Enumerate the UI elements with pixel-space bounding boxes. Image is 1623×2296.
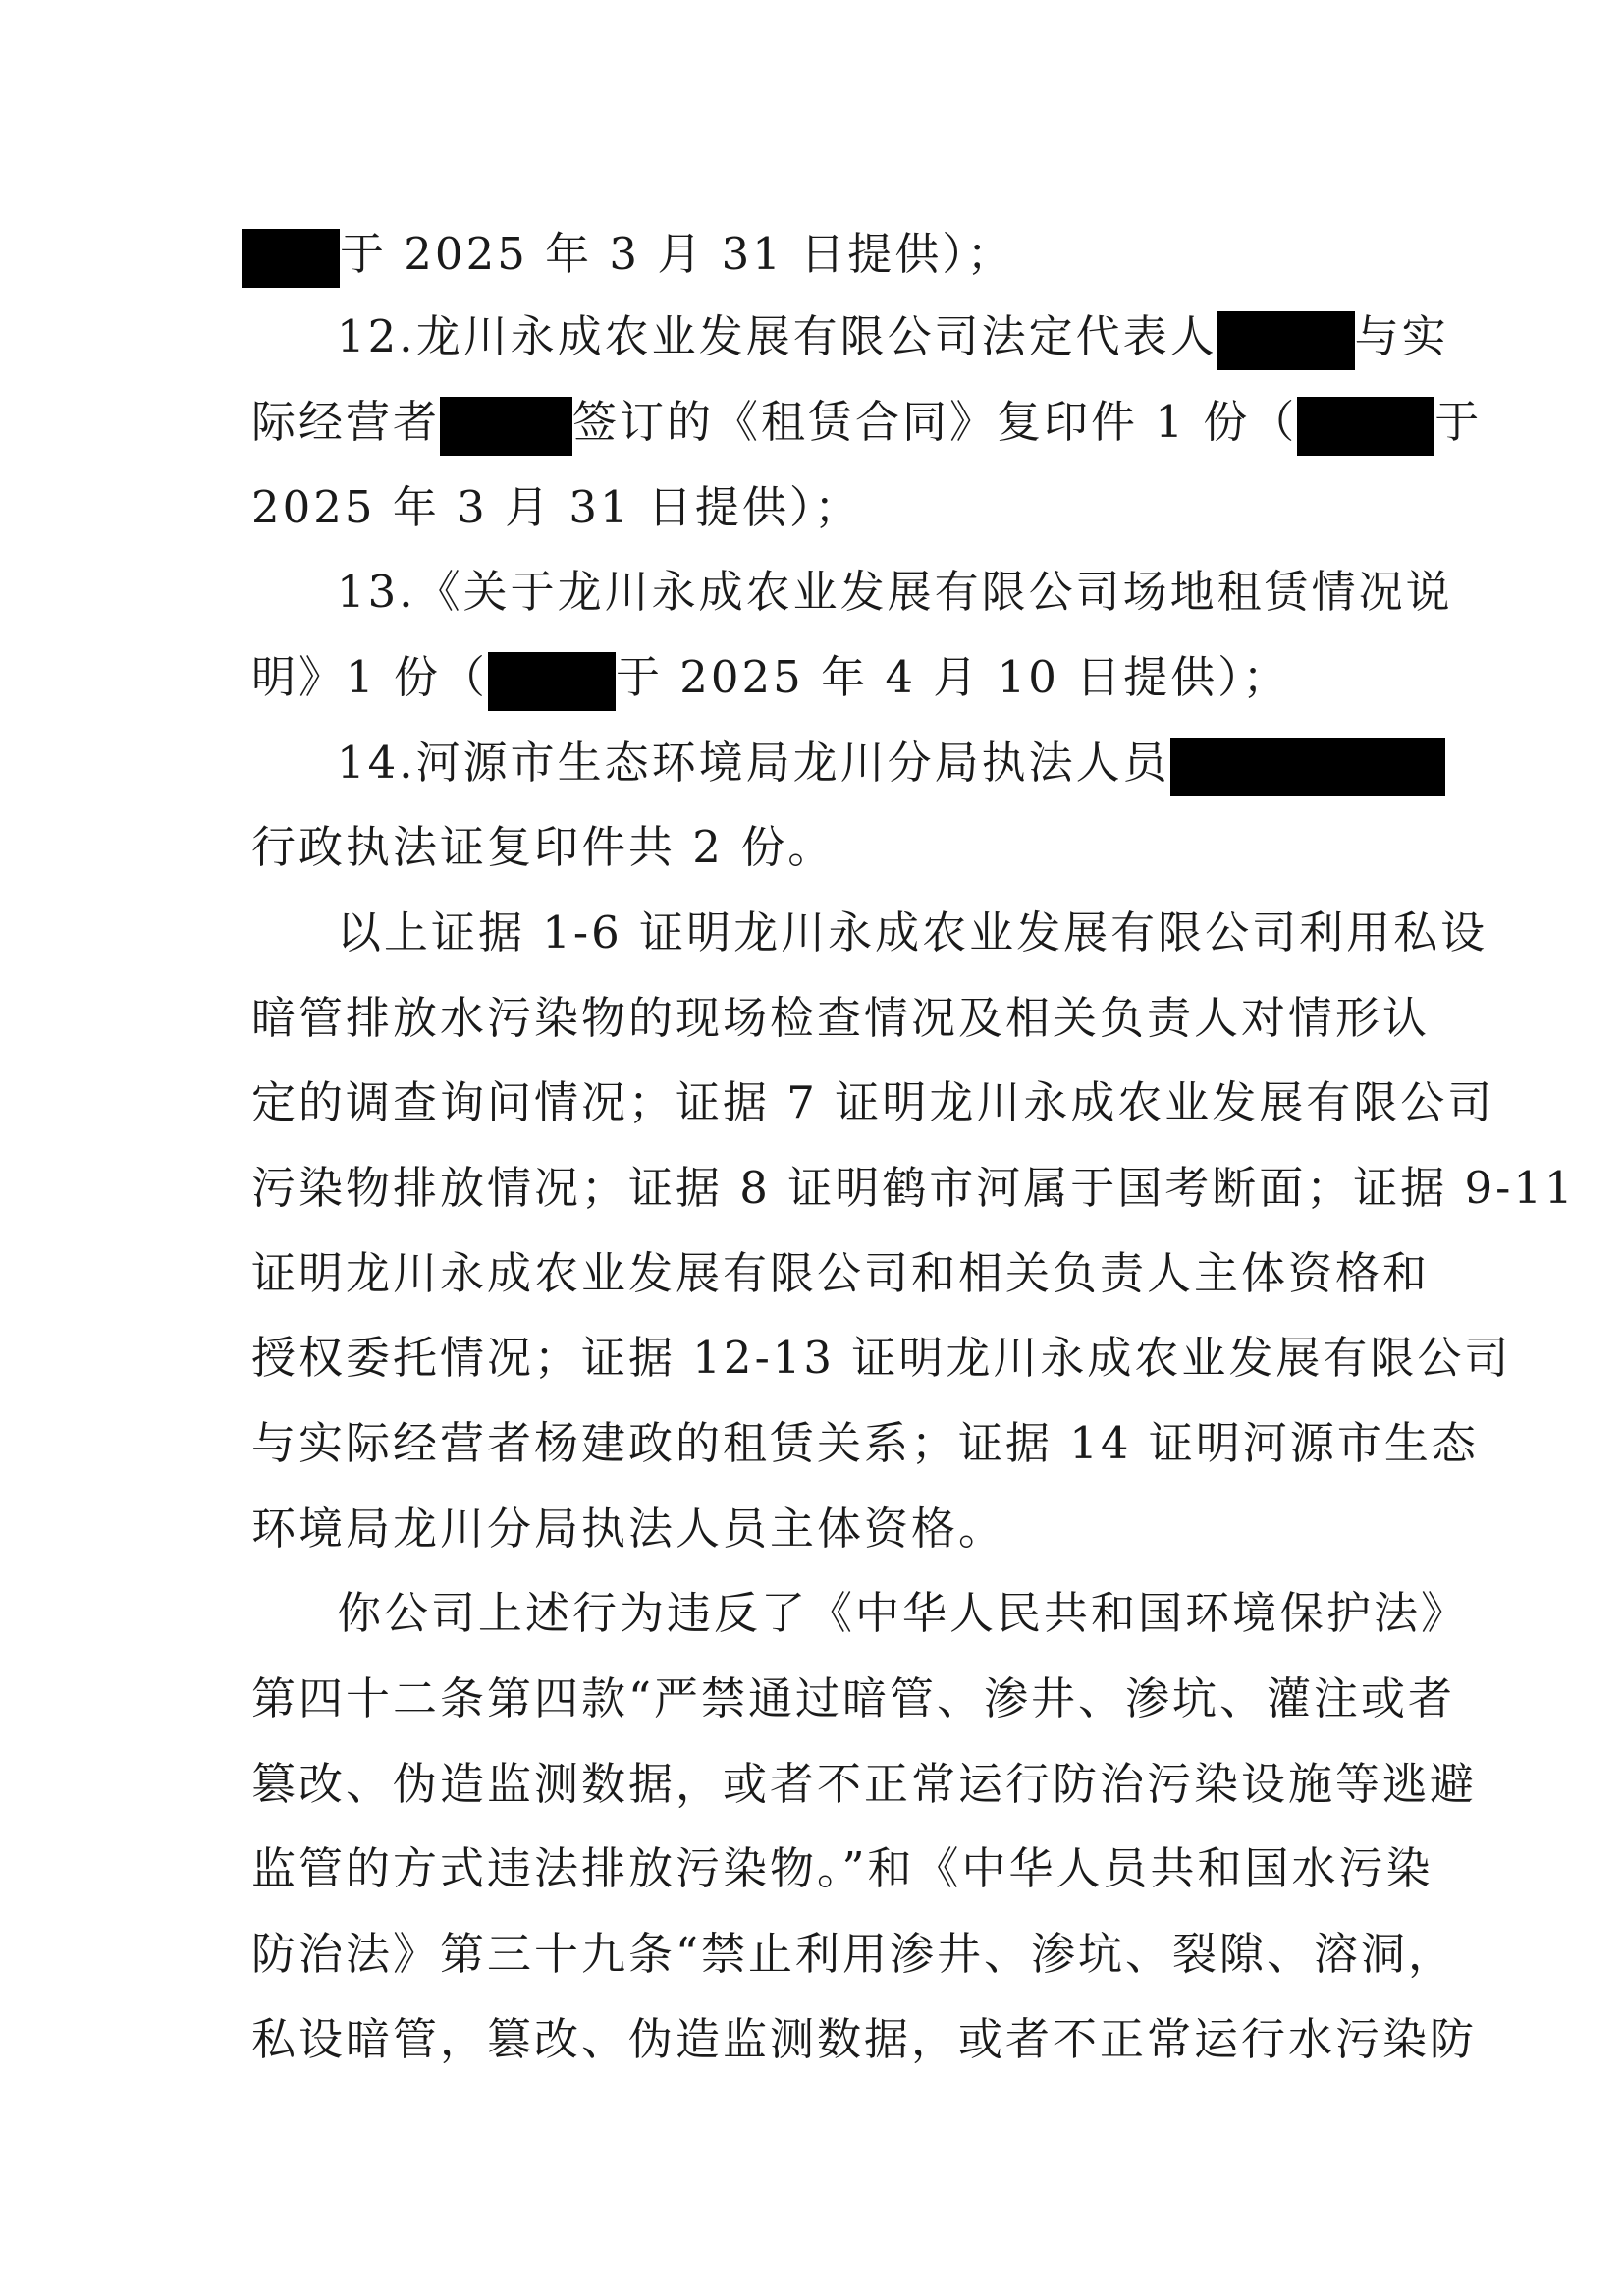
text-line — [337, 724, 1476, 802]
line-text: 污染物排放情况；证据 8 证明鹤市河属于国考断面；证据 9-11 — [251, 1162, 1576, 1214]
line-text: 与实 — [1354, 310, 1449, 362]
text-line — [337, 553, 1476, 631]
text-line — [251, 1830, 1434, 1908]
text-line — [251, 1660, 1456, 1738]
line-text: 授权委托情况；证据 12-13 证明龙川永成农业发展有限公司 — [251, 1332, 1512, 1384]
text-line — [251, 1234, 1431, 1313]
redaction-block — [1170, 738, 1445, 796]
line-text: 行政执法证复印件共 2 份。 — [251, 821, 836, 873]
text-line — [251, 808, 1390, 887]
line-text: 13.《关于龙川永成农业发展有限公司场地租赁情况说 — [337, 566, 1453, 618]
text-line — [242, 215, 1380, 294]
line-text: 以上证据 1-6 证明龙川永成农业发展有限公司利用私设 — [337, 906, 1488, 958]
text-line — [251, 1064, 1495, 1142]
redaction-block — [440, 397, 572, 456]
text-line — [251, 383, 1483, 462]
line-text: 签订的《租赁合同》复印件 1 份（ — [572, 396, 1298, 448]
line-text: 私设暗管，篡改、伪造监测数据，或者不正常运行水污染防 — [251, 2013, 1478, 2065]
text-line — [251, 1149, 1576, 1228]
line-text: 明》1 份（ — [251, 651, 488, 703]
text-line — [251, 1319, 1512, 1397]
text-line — [251, 1404, 1479, 1483]
line-text: 与实际经营者杨建政的租赁关系；证据 14 证明河源市生态 — [251, 1417, 1479, 1469]
line-text: 监管的方式违法排放污染物。”和《中华人员共和国水污染 — [251, 1842, 1434, 1894]
line-text: 际经营者 — [251, 396, 441, 448]
line-text: 你公司上述行为违反了《中华人民共和国环境保护法》 — [337, 1587, 1469, 1639]
redaction-block — [1217, 311, 1355, 370]
text-line — [251, 1490, 1390, 1568]
text-line — [251, 1915, 1456, 1994]
line-text: 于 — [1434, 396, 1483, 448]
redaction-block — [242, 229, 340, 288]
line-text: 定的调查询问情况；证据 7 证明龙川永成农业发展有限公司 — [251, 1076, 1495, 1128]
line-text: 环境局龙川分局执法人员主体资格。 — [251, 1503, 1006, 1555]
text-line — [251, 1745, 1478, 1824]
line-text: 暗管排放水污染物的现场检查情况及相关负责人对情形认 — [251, 992, 1431, 1044]
text-line — [337, 1574, 1476, 1653]
line-text: 于 2025 年 3 月 31 日提供）； — [340, 228, 1014, 280]
text-line — [251, 638, 1390, 717]
line-text: 第四十二条第四款“严禁通过暗管、渗井、渗坑、灌注或者 — [251, 1672, 1456, 1724]
line-text: 证明龙川永成农业发展有限公司和相关负责人主体资格和 — [251, 1247, 1431, 1299]
line-text: 12.龙川永成农业发展有限公司法定代表人 — [337, 310, 1217, 362]
text-line — [337, 894, 1488, 972]
line-text: 14.河源市生态环境局龙川分局执法人员 — [337, 737, 1170, 789]
line-text: 2025 年 3 月 31 日提供）； — [251, 481, 862, 533]
redaction-block — [1297, 397, 1434, 456]
text-line — [337, 298, 1476, 376]
text-line — [251, 2000, 1478, 2079]
redaction-block — [488, 652, 616, 711]
line-text: 于 2025 年 4 月 10 日提供）； — [615, 651, 1290, 703]
line-text: 篡改、伪造监测数据，或者不正常运行防治污染设施等逃避 — [251, 1758, 1478, 1810]
text-line — [251, 979, 1431, 1058]
text-line — [251, 468, 1390, 547]
line-text: 防治法》第三十九条“禁止利用渗井、渗坑、裂隙、溶洞， — [251, 1928, 1456, 1980]
